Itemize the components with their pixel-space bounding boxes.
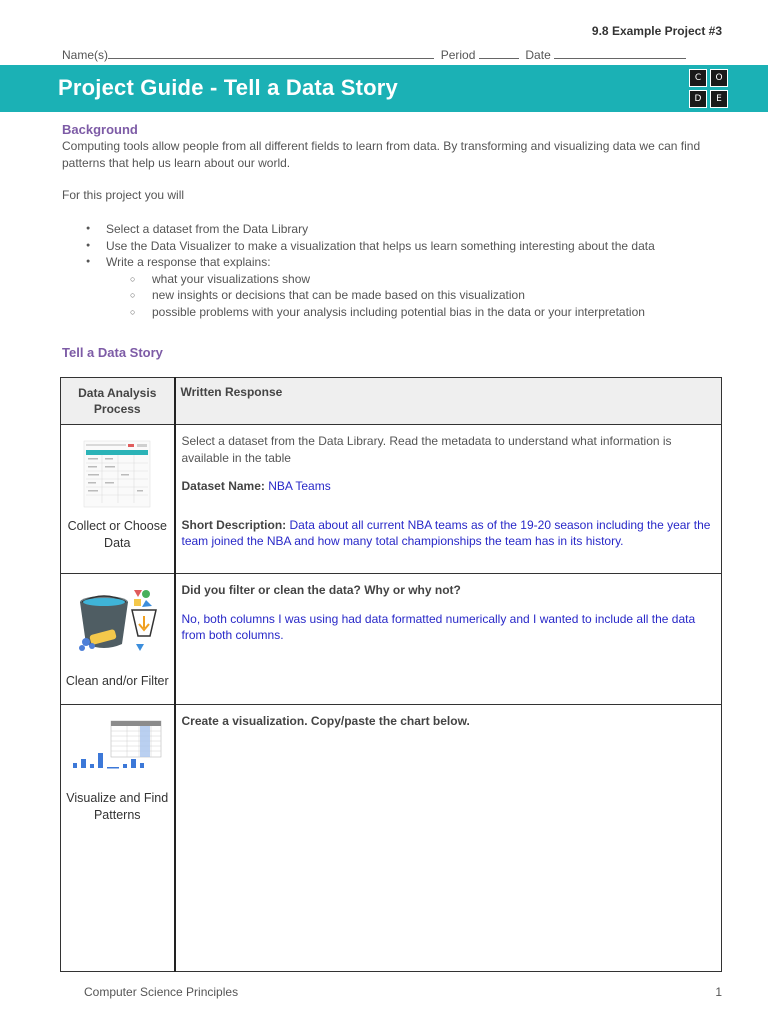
dataset-name-line xyxy=(182,478,716,495)
clean-prompt: Did you filter or clean the data? Why or why not? xyxy=(181,583,461,597)
project-intro: For this project you will xyxy=(62,188,185,202)
clean-answer[interactable]: No, both columns I was using had data formatted numerically and I wanted to include all the data from both columns. xyxy=(181,611,696,642)
process-column-header: Data Analysis Process xyxy=(61,378,175,425)
visualize-step-cell xyxy=(61,705,175,972)
date-label: Date xyxy=(525,48,551,62)
data-story-table xyxy=(60,377,722,972)
clean-response-cell xyxy=(175,574,722,705)
response-column-header: Written Response xyxy=(175,378,722,425)
background-paragraph: Computing tools allow people from all different fields to learn from data. By transforming and visualizing data we can find patterns that help us learn about our world. xyxy=(62,139,701,170)
visualize-step-label: Visualize and Find Patterns xyxy=(66,791,169,822)
collect-response-cell xyxy=(175,425,722,574)
project-bullet-list xyxy=(86,221,655,320)
short-description-line xyxy=(182,517,716,550)
dataset-name-value[interactable]: NBA Teams xyxy=(268,479,331,493)
list-item: ● Select a dataset from the Data Library xyxy=(86,221,655,238)
page-title: Project Guide - Tell a Data Story xyxy=(58,75,398,100)
period-label: Period xyxy=(440,48,476,62)
collect-step-cell xyxy=(61,425,175,574)
short-description-value[interactable]: Data about all current NBA teams as of the 19-20 season including the year the team joined the NBA and how many total championships the team has in its history. xyxy=(181,517,711,548)
visualize-response-cell[interactable] xyxy=(175,705,722,972)
visualize-prompt: Create a visualization. Copy/paste the chart below. xyxy=(181,714,470,728)
name-label: Name(s) xyxy=(62,48,109,62)
sub-list-item: ○ possible problems with your analysis including potential bias in the data or your interpretation xyxy=(86,304,655,321)
collect-prompt: Select a dataset from the Data Library. Read the metadata to understand what information is available in the table xyxy=(181,434,672,465)
chart-thumbnail-icon xyxy=(69,717,165,775)
date-blank[interactable] xyxy=(554,48,686,59)
list-item: ● Use the Data Visualizer to make a visualization that helps us learn something interesting about the data xyxy=(86,238,655,255)
title-banner xyxy=(0,65,768,112)
logo-letter: C xyxy=(689,69,707,87)
list-item: ● Write a response that explains: xyxy=(86,254,655,271)
code-logo xyxy=(689,69,728,108)
bucket-filter-icon xyxy=(72,586,162,662)
period-blank[interactable] xyxy=(479,48,519,59)
footer-page-number: 1 xyxy=(715,985,722,999)
logo-letter: E xyxy=(710,90,728,108)
name-period-date-line xyxy=(62,48,686,62)
background-heading: Background xyxy=(62,122,138,137)
table-thumbnail-icon xyxy=(82,439,152,509)
clean-step-cell xyxy=(61,574,175,705)
name-blank[interactable] xyxy=(108,48,434,59)
lesson-label: 9.8 Example Project #3 xyxy=(591,24,722,38)
logo-letter: D xyxy=(689,90,707,108)
dataset-name-label: Dataset Name: xyxy=(181,479,265,493)
short-description-label: Short Description: xyxy=(181,517,287,532)
footer-course: Computer Science Principles xyxy=(84,985,239,999)
sub-list-item: ○ what your visualizations show xyxy=(86,271,655,288)
collect-step-label: Collect or Choose Data xyxy=(67,519,167,550)
clean-step-label: Clean and/or Filter xyxy=(65,674,169,688)
story-heading: Tell a Data Story xyxy=(62,345,163,360)
sub-list-item: ○ new insights or decisions that can be made based on this visualization xyxy=(86,287,655,304)
logo-letter: O xyxy=(710,69,728,87)
